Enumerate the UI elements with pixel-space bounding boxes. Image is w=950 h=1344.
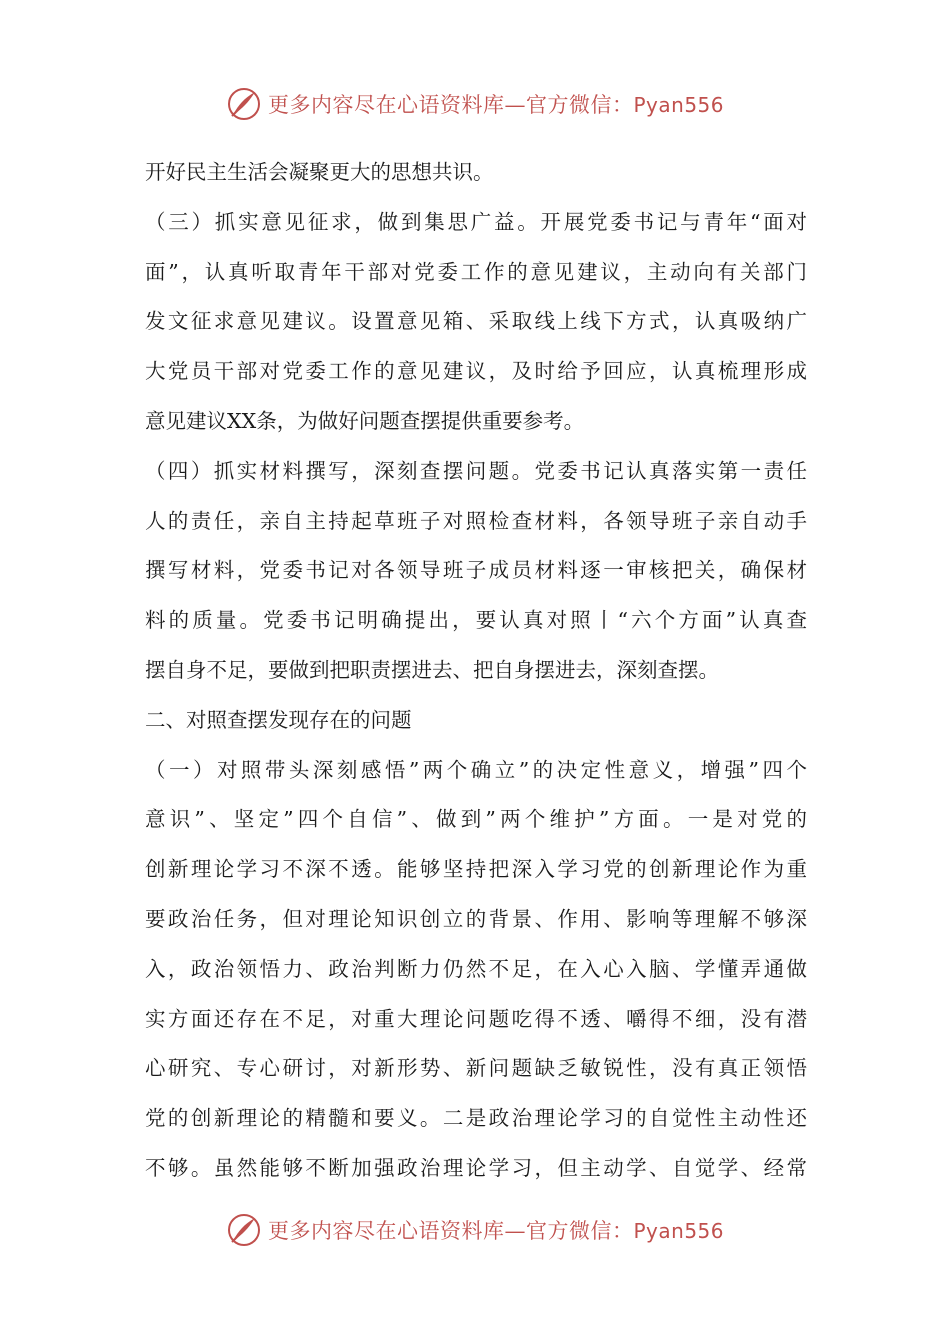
watermark-wechat-id: Pyan556 bbox=[633, 1219, 724, 1243]
watermark-text bbox=[268, 89, 724, 119]
quill-logo-icon bbox=[226, 86, 262, 122]
text-line: 发文征求意见建议。设置意见箱、采取线上线下方式，认真吸纳广 bbox=[145, 309, 807, 334]
text-line: 摆自身不足，要做到把职责摆进去、把自身摆进去，深刻查摆。 bbox=[145, 657, 719, 682]
text-line: 人的责任，亲自主持起草班子对照检查材料，各领导班子亲自动手 bbox=[145, 508, 807, 533]
watermark-label: 更多内容尽在心语资料库—官方微信： bbox=[267, 93, 634, 117]
text-line: 二、对照查摆发现存在的问题 bbox=[145, 707, 412, 732]
document-body bbox=[145, 148, 807, 1194]
text-line: 开好民主生活会凝聚更大的思想共识。 bbox=[145, 160, 494, 184]
watermark-text bbox=[268, 1215, 724, 1245]
text-line: 心研究、专心研讨，对新形势、新问题缺乏敏锐性，没有真正领悟 bbox=[145, 1056, 807, 1081]
text-line: （四）抓实材料撰写，深刻查摆问题。党委书记认真落实第一责任 bbox=[145, 458, 807, 483]
text-line: 意见建议XX条，为做好问题查摆提供重要参考。 bbox=[145, 408, 585, 433]
watermark-wechat-id: Pyan556 bbox=[633, 93, 724, 117]
text-line: 料的质量。党委书记明确提出，要认真对照丨“六个方面”认真查 bbox=[145, 608, 807, 633]
text-line: （一）对照带头深刻感悟”两个确立”的决定性意义，增强”四个 bbox=[145, 757, 807, 782]
text-line: 党的创新理论的精髓和要义。二是政治理论学习的自觉性主动性还 bbox=[145, 1106, 807, 1131]
text-line: 实方面还存在不足，对重大理论问题吃得不透、嚼得不细，没有潜 bbox=[145, 1006, 807, 1031]
quill-logo-icon bbox=[226, 1212, 262, 1248]
text-line: 不够。虽然能够不断加强政治理论学习，但主动学、自觉学、经常 bbox=[145, 1155, 807, 1180]
watermark-label: 更多内容尽在心语资料库—官方微信： bbox=[267, 1219, 634, 1243]
text-line: 入，政治领悟力、政治判断力仍然不足，在入心入脑、学懂弄通做 bbox=[145, 956, 807, 981]
text-line: 面”，认真听取青年干部对党委工作的意见建议，主动向有关部门 bbox=[145, 259, 807, 284]
header-watermark bbox=[0, 82, 950, 126]
text-line: （三）抓实意见征求，做到集思广益。开展党委书记与青年“面对 bbox=[145, 209, 807, 234]
text-line: 大党员干部对党委工作的意见建议，及时给予回应，认真梳理形成 bbox=[145, 359, 807, 384]
text-line: 创新理论学习不深不透。能够坚持把深入学习党的创新理论作为重 bbox=[145, 857, 807, 882]
text-line: 要政治任务，但对理论知识创立的背景、作用、影响等理解不够深 bbox=[145, 906, 807, 931]
footer-watermark bbox=[0, 1208, 950, 1252]
text-line: 撰写材料，党委书记对各领导班子成员材料逐一审核把关，确保材 bbox=[145, 558, 807, 583]
text-line: 意识”、坚定”四个自信”、做到”两个维护”方面。一是对党的 bbox=[145, 807, 807, 832]
